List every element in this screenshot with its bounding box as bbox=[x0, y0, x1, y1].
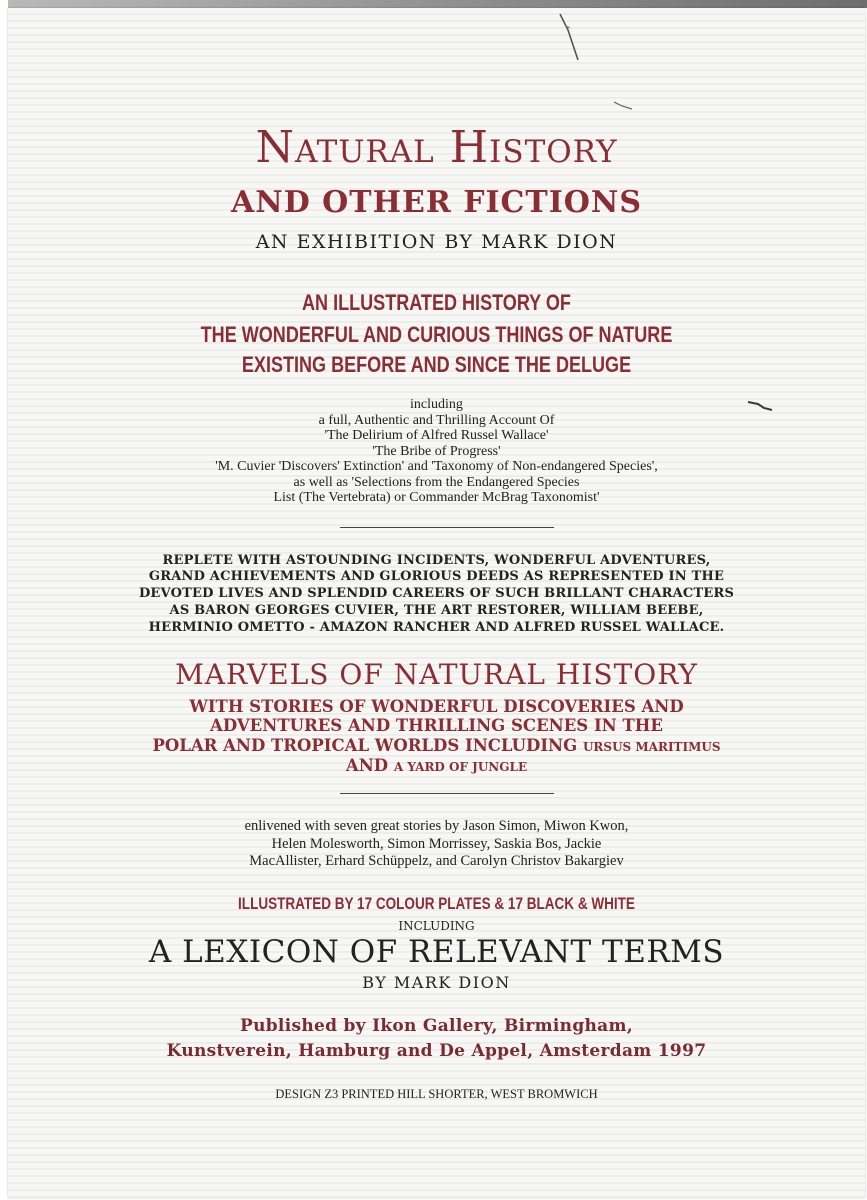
marvels-line-1: WITH STORIES OF WONDERFUL DISCOVERIES AND bbox=[189, 697, 684, 716]
illustrated-history-line-1: AN ILLUSTRATED HISTORY OF bbox=[302, 290, 571, 315]
divider-rule bbox=[340, 527, 554, 528]
scuff-mark-small bbox=[612, 98, 636, 112]
scuff-mark-top bbox=[556, 12, 586, 67]
divider-rule bbox=[340, 793, 554, 794]
publisher-line-2: Kunstverein, Hamburg and De Appel, Amsterdam 1997 bbox=[166, 1041, 707, 1061]
including-line: 'The Bribe of Progress' bbox=[372, 443, 501, 459]
publisher-line-1: Published by Ikon Gallery, Birmingham, bbox=[240, 1016, 633, 1036]
lexicon-author: BY MARK DION bbox=[362, 973, 511, 992]
enlivened-block bbox=[8, 818, 865, 871]
replete-line: AS BARON GEORGES CUVIER, THE ART RESTORER, WILLIAM BEEBE, bbox=[169, 603, 704, 618]
marvels-line-4-small: A YARD OF JUNGLE bbox=[393, 760, 528, 774]
marvels-line-2: ADVENTURES AND THRILLING SCENES IN THE bbox=[210, 716, 663, 735]
enlivened-line: MacAllister, Erhard Schüppelz, and Carolyn Christov Bakargiev bbox=[249, 853, 624, 869]
including-line: 'The Delirium of Alfred Russel Wallace' bbox=[324, 428, 549, 443]
marvels-line-4 bbox=[8, 756, 865, 775]
including-label: INCLUDING bbox=[398, 919, 475, 933]
including-line: List (The Vertebrata) or Commander McBrag Taxonomist' bbox=[273, 490, 600, 505]
marvels-heading: MARVELS OF NATURAL HISTORY bbox=[175, 658, 698, 691]
top-edge-shadow bbox=[8, 0, 867, 8]
including-block bbox=[8, 397, 865, 506]
marvels-line-3 bbox=[8, 736, 865, 755]
enlivened-line: Helen Molesworth, Simon Morrissey, Saskia Bos, Jackie bbox=[271, 835, 602, 852]
design-credit: DESIGN Z3 PRINTED HILL SHORTER, WEST BROMWICH bbox=[275, 1087, 598, 1101]
illustrated-history-line-3: EXISTING BEFORE AND SINCE THE DELUGE bbox=[241, 352, 632, 377]
including-line: a full, Authentic and Thrilling Account Of bbox=[318, 412, 555, 428]
illustrated-history-line-2: THE WONDERFUL AND CURIOUS THINGS OF NATURE bbox=[200, 322, 673, 347]
marvels-line-4-main: AND bbox=[345, 756, 389, 775]
including-line: 'M. Cuvier 'Discovers' Extinction' and 'Taxonomy of Non-endangered Species', bbox=[215, 459, 658, 474]
main-title: Natural History bbox=[255, 122, 618, 173]
lexicon-heading: A LEXICON OF RELEVANT TERMS bbox=[148, 934, 725, 970]
replete-line: DEVOTED LIVES AND SPLENDID CAREERS OF SUCH BRILLANT CHARACTERS bbox=[138, 586, 735, 601]
title-subline: AND OTHER FICTIONS bbox=[231, 185, 642, 220]
replete-line: GRAND ACHIEVEMENTS AND GLORIOUS DEEDS AS REPRESENTED IN THE bbox=[148, 569, 725, 584]
including-line: as well as 'Selections from the Endangered Species bbox=[293, 474, 580, 490]
enlivened-line: enlivened with seven great stories by Jason Simon, Miwon Kwon, bbox=[244, 818, 629, 834]
exhibition-subtitle: AN EXHIBITION BY MARK DION bbox=[255, 231, 618, 253]
marvels-line-3-main: POLAR AND TROPICAL WORLDS INCLUDING bbox=[152, 736, 578, 755]
plates-line: ILLUSTRATED BY 17 COLOUR PLATES & 17 BLACK & WHITE bbox=[238, 895, 635, 913]
marvels-line-3-small: URSUS MARITIMUS bbox=[582, 740, 721, 754]
replete-line: REPLETE WITH ASTOUNDING INCIDENTS, WONDERFUL ADVENTURES, bbox=[162, 553, 711, 568]
replete-line: HERMINIO OMETTO - AMAZON RANCHER AND ALFRED RUSSEL WALLACE. bbox=[148, 620, 725, 635]
including-line: including bbox=[410, 397, 463, 412]
